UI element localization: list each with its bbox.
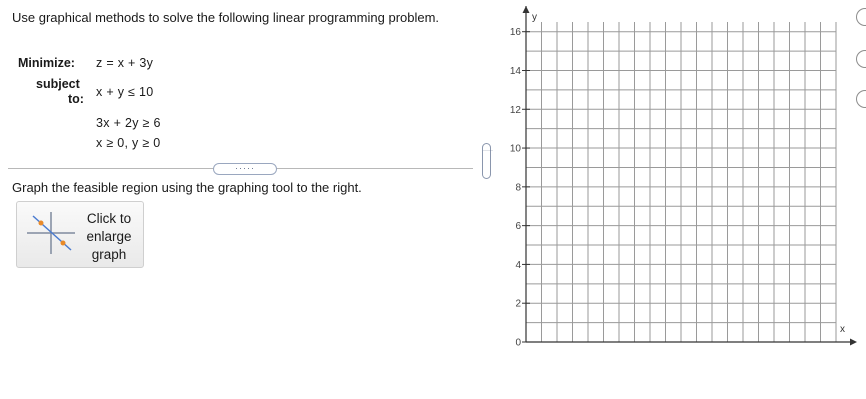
x-axis-label: x	[840, 324, 845, 335]
y-tick-label: 12	[509, 104, 521, 116]
constraints-label-line2: to:	[68, 92, 84, 106]
instruction-text: Graph the feasible region using the graphing tool to the right.	[12, 180, 362, 195]
problem-intro: Use graphical methods to solve the following linear programming problem.	[12, 10, 440, 25]
enlarge-label-line2: enlarge	[86, 229, 132, 244]
y-tick-label: 16	[509, 27, 521, 39]
constraint-2: 3x + 2y ≥ 6	[96, 116, 161, 130]
y-tick-label: 0	[515, 337, 521, 349]
graph-tool-icon	[23, 208, 79, 258]
y-tick-label: 6	[515, 221, 521, 233]
enlarge-label-line3: graph	[91, 247, 127, 262]
enlarge-graph-button[interactable]	[16, 201, 144, 268]
x-axis-arrow	[850, 339, 857, 346]
y-tick-label: 8	[515, 182, 521, 194]
constraint-3: x ≥ 0, y ≥ 0	[96, 136, 161, 150]
constraint-1: x + y ≤ 10	[96, 85, 154, 99]
enlarge-button-label	[83, 210, 135, 264]
y-tick-label: 4	[515, 259, 521, 271]
objective-label: Minimize:	[18, 56, 75, 70]
y-axis-arrow	[523, 6, 530, 13]
y-tick-label: 14	[509, 65, 521, 77]
constraints-label-line1: subject	[36, 77, 80, 91]
panel-splitter-handle[interactable]: ·····	[482, 143, 491, 179]
enlarge-label-line1: Click to	[86, 211, 132, 226]
objective-expression: z = x + 3y	[96, 56, 154, 70]
y-axis-label: y	[532, 12, 537, 23]
y-tick-label: 2	[515, 298, 521, 310]
graphing-area[interactable]	[496, 0, 858, 350]
y-tick-label: 10	[509, 143, 521, 155]
expand-dots-button[interactable]: ·····	[213, 163, 277, 175]
